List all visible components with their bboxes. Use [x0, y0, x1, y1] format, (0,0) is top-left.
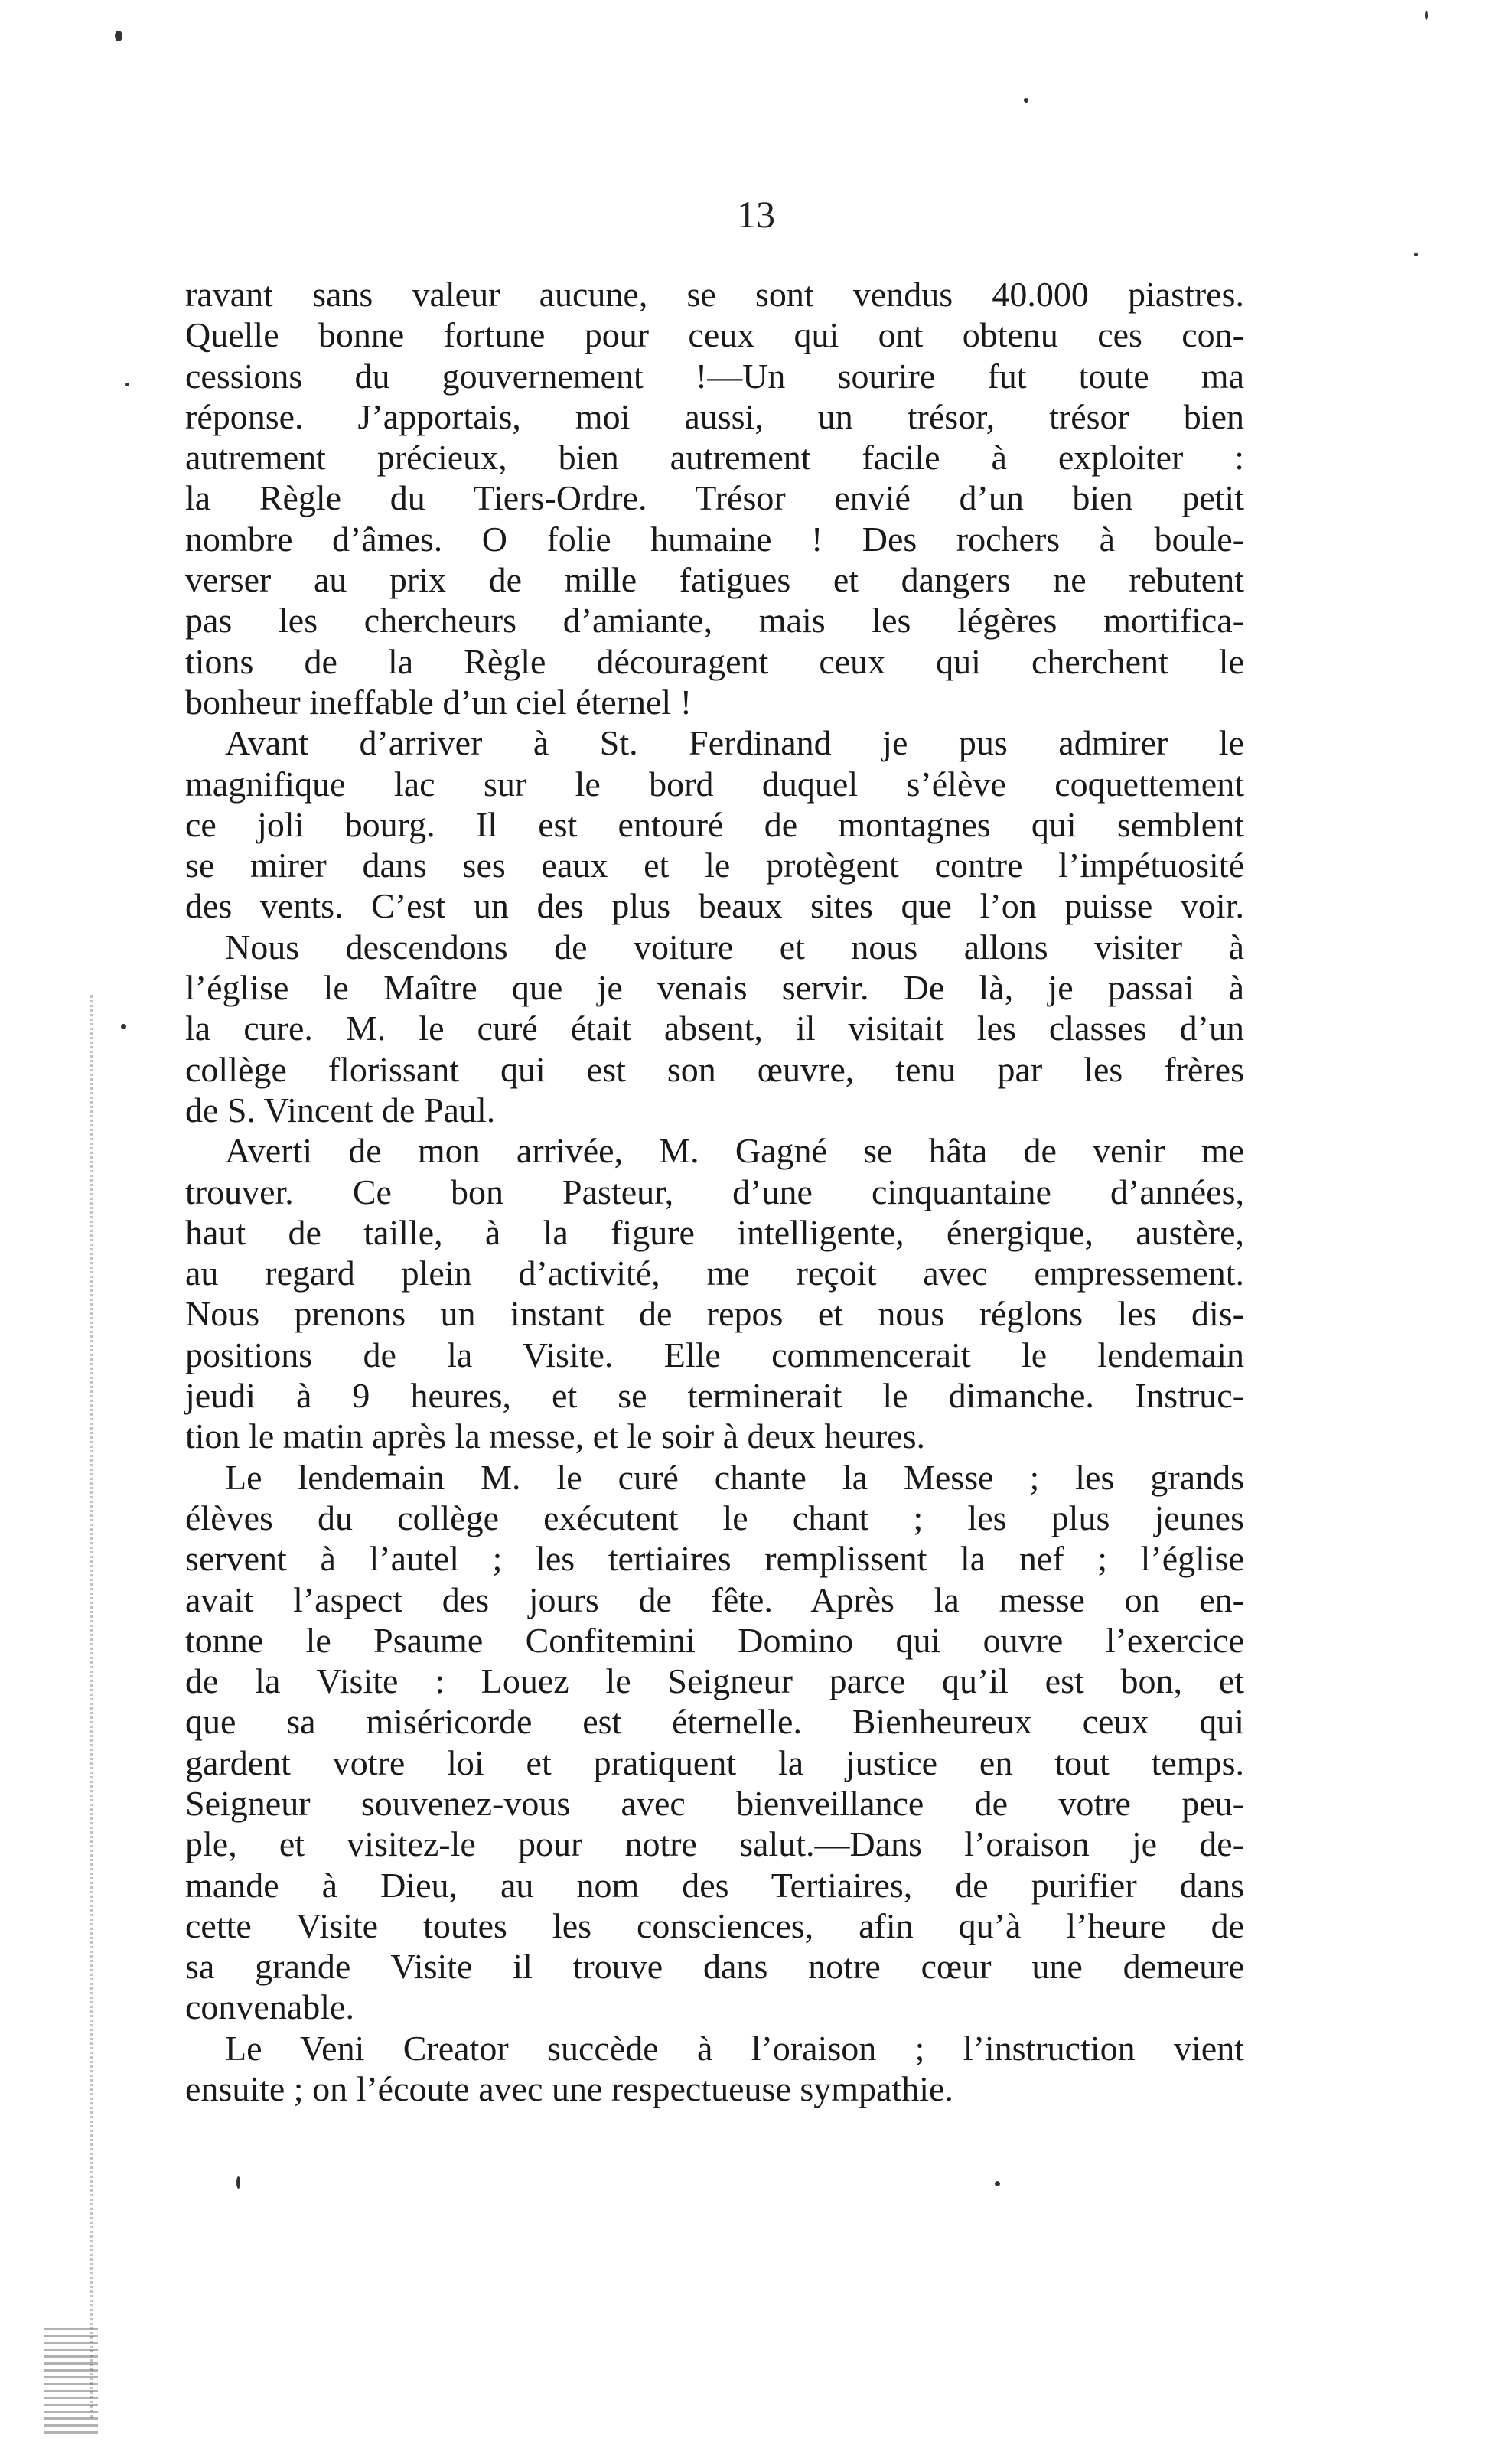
scan-speck — [115, 31, 122, 41]
text-line: magnifique lac sur le bord duquel s’élève coquettement — [185, 764, 1244, 804]
text-line: au regard plein d’activité, me reçoit avec empressement. — [185, 1253, 1244, 1293]
text-line: servent à l’autel ; les tertiaires remplissent la nef ; l’église — [185, 1539, 1244, 1579]
text-line: tion le matin après la messe, et le soir à deux heures. — [185, 1416, 925, 1456]
text-line: cette Visite toutes les consciences, afin qu’à l’heure de — [185, 1905, 1244, 1945]
scan-speck — [1414, 253, 1418, 256]
text-line: autrement précieux, bien autrement facile à exploiter : — [185, 438, 1244, 478]
scan-speck — [236, 2176, 240, 2189]
text-line: tonne le Psaume Confitemini Domino qui ouvre l’exercice — [185, 1620, 1244, 1660]
text-line: se mirer dans ses eaux et le protègent contre l’impétuosité — [185, 846, 1244, 885]
text-line: la cure. M. le curé était absent, il visitait les classes d’un — [185, 1009, 1244, 1048]
text-line: positions de la Visite. Elle commencerait le lendemain — [185, 1335, 1244, 1374]
text-line: Seigneur souvenez-vous avec bienveillance de votre peu- — [185, 1783, 1244, 1823]
text-line: trouver. Ce bon Pasteur, d’une cinquantaine d’années, — [185, 1172, 1244, 1211]
text-line: de S. Vincent de Paul. — [185, 1090, 496, 1130]
text-line: Averti de mon arrivée, M. Gagné se hâta de venir me — [225, 1131, 1244, 1171]
text-line: ple, et visitez-le pour notre salut.—Dans l’oraison je de- — [185, 1824, 1244, 1864]
text-line: des vents. C’est un des plus beaux sites que l’on puisse voir. — [185, 886, 1244, 926]
text-line: bonheur ineffable d’un ciel éternel ! — [185, 682, 692, 722]
text-line: Nous descendons de voiture et nous allons visiter à — [225, 927, 1244, 967]
scan-speck — [1024, 98, 1028, 103]
text-line: Nous prenons un instant de repos et nous réglons les dis- — [185, 1294, 1244, 1334]
text-line: gardent votre loi et pratiquent la justice en tout temps. — [185, 1742, 1244, 1782]
margin-smudge — [44, 2326, 98, 2434]
text-line: avait l’aspect des jours de fête. Après la messe on en- — [185, 1579, 1244, 1619]
scan-speck — [1425, 11, 1428, 20]
text-line: collège florissant qui est son œuvre, tenu par les frères — [185, 1049, 1244, 1089]
text-line: mande à Dieu, au nom des Tertiaires, de purifier dans — [185, 1865, 1244, 1905]
scan-speck — [121, 1024, 126, 1029]
scan-speck — [125, 383, 129, 386]
body-text — [185, 274, 1244, 2109]
text-line: Le Veni Creator succède à l’oraison ; l’instruction vient — [225, 2028, 1244, 2068]
text-line: nombre d’âmes. O folie humaine ! Des rochers à boule- — [185, 519, 1244, 559]
text-line: de la Visite : Louez le Seigneur parce qu’il est bon, et — [185, 1661, 1244, 1701]
text-line: convenable. — [185, 1987, 354, 2027]
text-line: tions de la Règle découragent ceux qui cherchent le — [185, 641, 1244, 681]
text-line: cessions du gouvernement !—Un sourire fut toute ma — [185, 356, 1244, 396]
text-line: Quelle bonne fortune pour ceux qui ont obtenu ces con- — [185, 315, 1244, 355]
text-line: haut de taille, à la figure intelligente, énergique, austère, — [185, 1212, 1244, 1252]
text-line: verser au prix de mille fatigues et dangers ne rebutent — [185, 560, 1244, 600]
text-line: élèves du collège exécutent le chant ; les plus jeunes — [185, 1498, 1244, 1537]
page-number: 13 — [737, 193, 775, 236]
text-line: la Règle du Tiers-Ordre. Trésor envié d’un bien petit — [185, 478, 1244, 518]
text-line: que sa miséricorde est éternelle. Bienheureux ceux qui — [185, 1702, 1244, 1742]
text-line: l’église le Maître que je venais servir. De là, je passai à — [185, 968, 1244, 1008]
text-line: sa grande Visite il trouve dans notre cœur une demeure — [185, 1947, 1244, 1987]
text-line: Avant d’arriver à St. Ferdinand je pus admirer le — [225, 723, 1244, 763]
text-line: jeudi à 9 heures, et se terminerait le dimanche. Instruc- — [185, 1376, 1244, 1416]
text-line: ce joli bourg. Il est entouré de montagnes qui semblent — [185, 804, 1244, 844]
text-line: pas les chercheurs d’amiante, mais les légères mortifica- — [185, 601, 1244, 641]
text-line: ravant sans valeur aucune, se sont vendus 40.000 piastres. — [185, 275, 1244, 314]
text-line: réponse. J’apportais, moi aussi, un trésor, trésor bien — [185, 396, 1244, 436]
margin-marks — [90, 995, 116, 2418]
text-line: Le lendemain M. le curé chante la Messe ; les grands — [225, 1457, 1244, 1497]
scan-speck — [995, 2181, 1000, 2186]
text-line: ensuite ; on l’écoute avec une respectueuse sympathie. — [185, 2069, 953, 2109]
